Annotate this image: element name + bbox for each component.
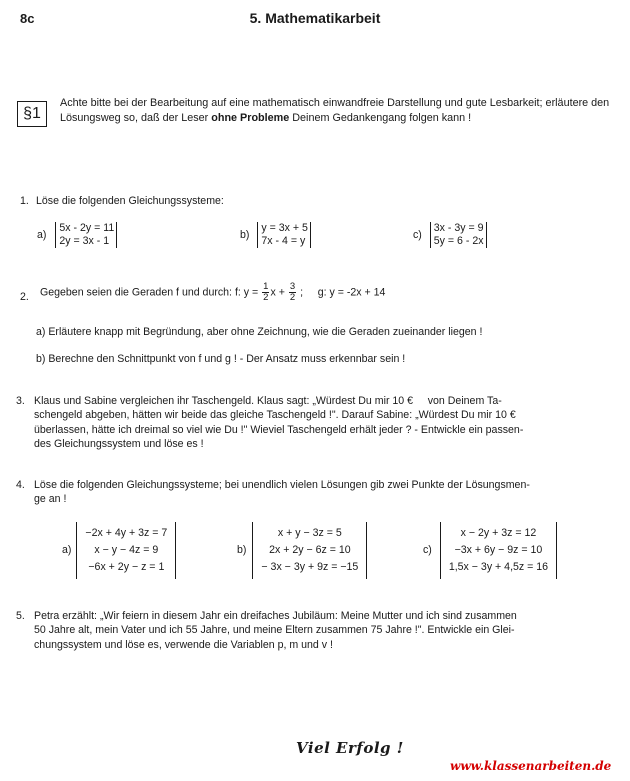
q4-a-system — [76, 522, 176, 579]
q1-text: Löse die folgenden Gleichungssysteme: — [36, 195, 224, 207]
website-link[interactable]: www.klassenarbeiten.de — [450, 759, 612, 773]
q1-b-eq1: y = 3x + 5 — [261, 222, 308, 234]
q2-text — [40, 282, 385, 303]
q2-fraction-1: $\frac{1}{2}$ — [263, 281, 269, 303]
q2-number: 2. — [20, 291, 29, 303]
q4-a-eq1: −2x + 4y + 3z = 7 — [85, 527, 168, 539]
q1-b-eq2: 7x - 4 = y — [261, 235, 306, 248]
q3-line4: des Gleichungssystem und löse es ! — [34, 437, 204, 450]
q5-line3: chungssystem und löse es, verwende die Variablen p, m und v ! — [34, 638, 333, 651]
page-title: 5. Mathematikarbeit — [249, 10, 381, 26]
q4-b-eq1: x + y − 3z = 5 — [277, 527, 342, 539]
q4-c-eq2: −3x + 6y − 9z = 10 — [454, 543, 543, 556]
q4-c-eq3: 1,5x − 3y + 4,5z = 16 — [448, 560, 549, 573]
q4-c-system — [440, 522, 557, 579]
intro-text-part1: Achte bitte bei der Bearbeitung auf eine mathematisch einwandfreie Darstellung und gute Lesbarkeit; erläutere den Lösungsweg so, daß der Leser — [60, 97, 610, 124]
q5-number: 5. — [16, 610, 25, 622]
paragraph-box: §1 — [17, 101, 47, 127]
class-label: 8c — [20, 11, 35, 26]
q4-c-eq1: x − 2y + 3z = 12 — [460, 527, 537, 539]
q4-line2: ge an ! — [34, 493, 67, 506]
q4-c — [423, 522, 557, 579]
q1-a-eq2: 2y = 3x - 1 — [59, 235, 110, 248]
q4-a — [62, 522, 176, 579]
intro-text-part2: Deinem Gedankengang folgen kann ! — [289, 111, 472, 124]
q1-a-eq1: 5x - 2y = 11 — [59, 222, 115, 234]
q2-text-mid: x + — [270, 286, 288, 299]
q1-c — [413, 222, 487, 248]
q1-number: 1. — [20, 195, 29, 207]
q1-b-system — [257, 222, 311, 248]
q2-fraction-2: $\frac{3}{2}$ — [289, 281, 296, 303]
q2-a: a) Erläutere knapp mit Begründung, aber ohne Zeichnung, wie die Geraden zueinander liegen ! — [36, 326, 483, 338]
q1-a-system — [55, 222, 117, 248]
q4-number: 4. — [16, 479, 25, 491]
q3-line3: überlassen, hätte ich dreimal so viel wie Du !" Wieviel Taschengeld erhält jeder ? - Entwickle ein passen- — [34, 423, 524, 436]
q3-text — [34, 394, 614, 451]
q1-a-label: a) — [37, 229, 47, 242]
q4-text — [34, 478, 614, 507]
q4-b — [237, 522, 367, 579]
q3-line1: Klaus und Sabine vergleichen ihr Taschengeld. Klaus sagt: „Würdest Du mir 10 € von Deinem Ta- — [34, 395, 502, 407]
q2-text-after: ; g: y = -2x + 14 — [297, 286, 386, 299]
q4-a-label: a) — [62, 544, 72, 557]
intro-text-bold: ohne Probleme — [211, 111, 290, 124]
q1-c-label: c) — [413, 229, 422, 242]
q4-b-system — [252, 522, 367, 579]
q3-line2: schengeld abgeben, hätten wir beide das gleiche Taschengeld !". Darauf Sabine: „Würdest Du mir 10 € — [34, 409, 516, 422]
q4-b-label: b) — [237, 544, 247, 557]
q5-line1: Petra erzählt: „Wir feiern in diesem Jahr ein dreifaches Jubiläum: Meine Mutter und ich sind zusammen — [34, 610, 517, 622]
q4-b-eq2: 2x + 2y − 6z = 10 — [269, 543, 351, 556]
q2-b: b) Berechne den Schnittpunkt von f und g ! - Der Ansatz muss erkennbar sein ! — [36, 353, 406, 365]
q1-c-eq2: 5y = 6 - 2x — [433, 235, 484, 248]
good-luck-text: Viel Erfolg ! — [296, 739, 404, 757]
q1-b-label: b) — [240, 229, 250, 242]
intro-text — [60, 96, 620, 125]
q4-a-eq3: −6x + 2y − z = 1 — [88, 560, 165, 573]
q1-b — [240, 222, 311, 248]
q5-text — [34, 609, 614, 652]
q1-c-eq1: 3x - 3y = 9 — [433, 222, 484, 234]
q2-text-before: Gegeben seien die Geraden f und durch: f: y = — [40, 286, 262, 299]
q4-a-eq2: x − y − 4z = 9 — [94, 543, 159, 556]
q1-a — [37, 222, 117, 248]
q1-c-system — [430, 222, 487, 248]
q3-number: 3. — [16, 395, 25, 407]
q4-line1: Löse die folgenden Gleichungssysteme; bei unendlich vielen Lösungen gib zwei Punkte der Lösungsmen- — [34, 479, 530, 491]
q4-c-label: c) — [423, 544, 432, 557]
q5-line2: 50 Jahre alt, mein Vater und ich 55 Jahre, und meine Eltern zusammen 75 Jahre !". Entwickle ein Glei- — [34, 624, 515, 637]
q4-b-eq3: − 3x − 3y + 9z = −15 — [261, 560, 359, 573]
